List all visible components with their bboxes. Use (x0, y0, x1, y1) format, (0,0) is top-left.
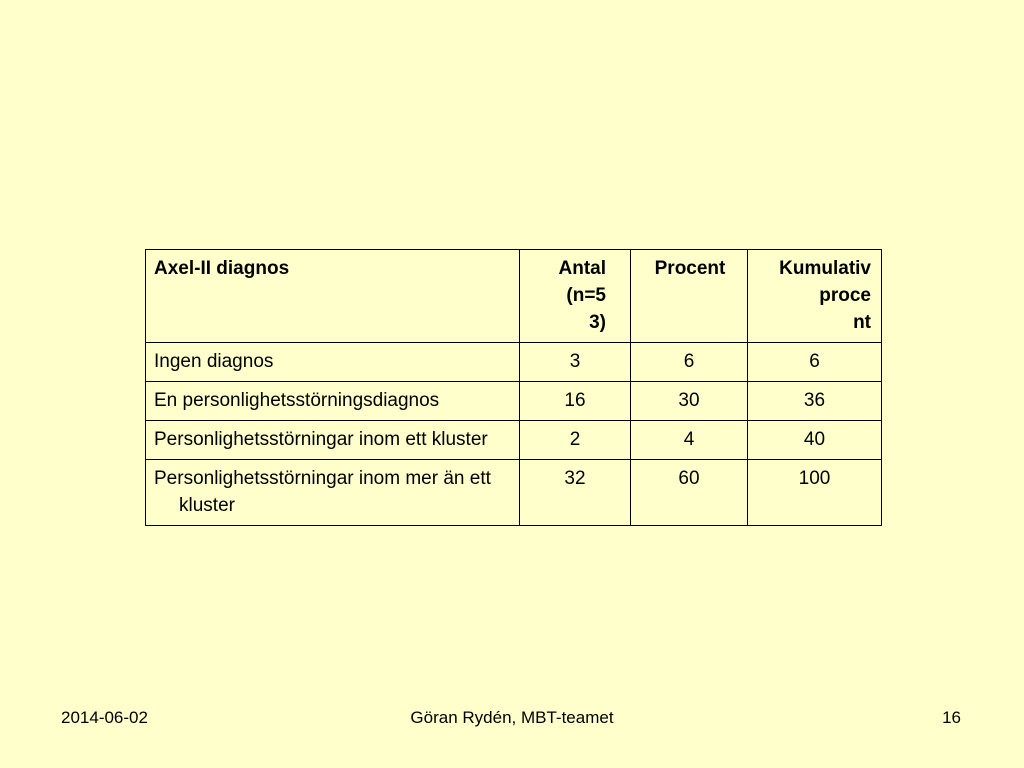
header-antal-line-1: Antal (558, 258, 606, 279)
row-label: Personlighetsstörningar inom ett kluster (146, 421, 520, 460)
row-procent: 30 (631, 382, 748, 421)
header-procent: Procent (631, 250, 748, 343)
diagnosis-table (145, 249, 882, 526)
header-kumulativ-line-1: Kumulativ (779, 258, 871, 279)
table-row (146, 343, 882, 382)
header-kumulativ (748, 250, 882, 343)
row-procent: 4 (631, 421, 748, 460)
row-kumulativ: 40 (748, 421, 882, 460)
header-diagnos: Axel-II diagnos (146, 250, 520, 343)
row-kumulativ: 100 (748, 460, 882, 526)
row-antal: 32 (520, 460, 631, 526)
row-procent: 6 (631, 343, 748, 382)
row-label: En personlighetsstörningsdiagnos (146, 382, 520, 421)
header-kumulativ-line-2: proce (819, 285, 871, 306)
footer-date: 2014-06-02 (61, 708, 148, 727)
header-kumulativ-line-3: nt (853, 312, 871, 333)
row-label: Personlighetsstörningar inom mer än ett kluster (146, 460, 520, 526)
table-row (146, 421, 882, 460)
table-row (146, 460, 882, 526)
row-kumulativ: 6 (748, 343, 882, 382)
row-kumulativ: 36 (748, 382, 882, 421)
row-antal: 2 (520, 421, 631, 460)
footer-author: Göran Rydén, MBT-teamet (410, 708, 614, 727)
header-antal (520, 250, 631, 343)
row-antal: 3 (520, 343, 631, 382)
row-procent: 60 (631, 460, 748, 526)
table-row (146, 382, 882, 421)
row-label: Ingen diagnos (146, 343, 520, 382)
table-header-row (146, 250, 882, 343)
header-antal-line-3: 3) (589, 312, 606, 333)
header-antal-line-2: (n=5 (566, 285, 606, 306)
footer-page-number: 16 (942, 708, 961, 727)
row-antal: 16 (520, 382, 631, 421)
